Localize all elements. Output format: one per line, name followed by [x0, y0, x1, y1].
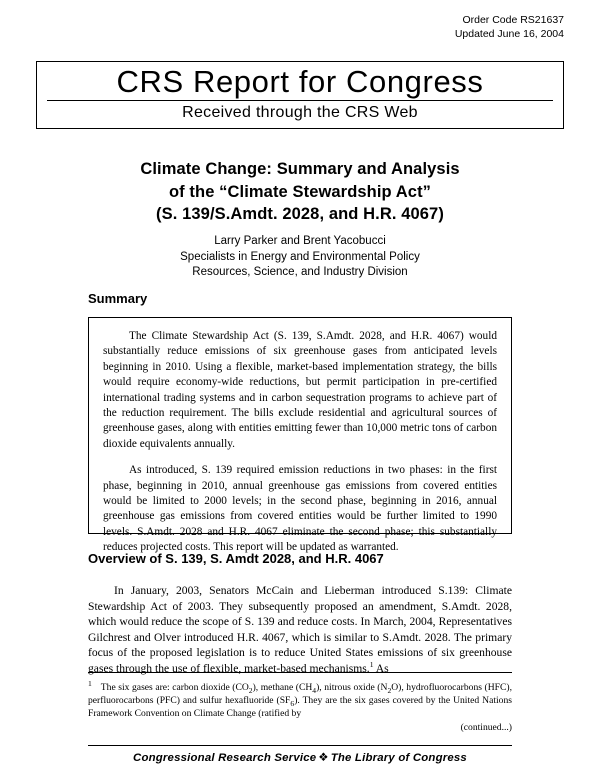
page-footer	[88, 750, 512, 766]
footnote-reference-marker[interactable]: 1	[369, 660, 374, 670]
crs-banner	[36, 61, 564, 129]
footnote-text-b: ), methane (CH	[252, 682, 313, 693]
author-names: Larry Parker and Brent Yacobucci	[214, 235, 386, 247]
author-division: Resources, Science, and Industry Division	[192, 266, 408, 278]
overview-text-part-1: In January, 2003, Senators McCain and Lieberman introduced S.139: Climate Stewardship Act of 2003. They subsequently proposed an amendment, S.Amdt. 2028, which would reduce the scope of S. 139 and reduce costs. In March, 2004, Representatives Gilchrest and Olver introduced H.R. 4067, which is similar to S.Amdt. 2028. The primary focus of the proposed legislation is to reduce United States emissions of six greenhouse gases through the use of flexible, market-based mechanisms.	[88, 584, 512, 675]
crs-banner-title: CRS Report for Congress	[116, 64, 484, 99]
summary-paragraph-1: The Climate Stewardship Act (S. 139, S.Amdt. 2028, and H.R. 4067) would substantially reduce emissions of six greenhouse gases from anticipated levels beginning in 2010. Using a flexible, market-based implementation strategy, the bills would require economy-wide reductions, but permit participation in pre-certified international trading systems and in carbon sequestration programs to achieve part of the reduction requirement. The bills exclude residential and agricultural sources of greenhouse gases, along with entities emitting fewer than 10,000 metric tons of carbon dioxide equivalents annually.	[103, 330, 497, 450]
overview-paragraph	[88, 583, 512, 677]
footnote-text-d: O), hydrofluorocarbons (HFC), perfluorocarbons (PFC) and sulfur hexafluoride (SF	[88, 682, 512, 707]
footnote-text-a: The six gases are: carbon dioxide (CO	[100, 682, 249, 693]
updated-date: Updated June 16, 2004	[454, 27, 564, 40]
diamond-icon: ❖	[318, 752, 329, 764]
author-role: Specialists in Energy and Environmental Policy	[180, 250, 420, 263]
order-code: Order Code RS21637	[462, 14, 564, 26]
footer-library-name: The Library of Congress	[330, 752, 467, 764]
overview-heading: Overview of S. 139, S. Amdt 2028, and H.R. 4067	[88, 551, 384, 566]
title-line-3: (S. 139/S.Amdt. 2028, and H.R. 4067)	[156, 205, 444, 223]
footer-agency-name: Congressional Research Service	[133, 752, 317, 764]
page-title	[60, 158, 540, 226]
summary-heading: Summary	[88, 291, 148, 306]
footnote-separator-rule	[88, 672, 512, 673]
footnote-subscript-co2: 2	[248, 685, 253, 695]
title-line-2: of the “Climate Stewardship Act”	[168, 182, 432, 201]
crs-banner-subtitle: Received through the CRS Web	[182, 104, 418, 121]
order-code-header	[455, 14, 564, 41]
footnote-text	[88, 678, 512, 721]
summary-paragraph-2: As introduced, S. 139 required emission reductions in two phases: in the first phase, beginning in 2010, annual greenhouse gas emissions from covered entities would be limited to 2000 levels; in the second phase, beginning in 2016, annual greenhouse gas emissions from covered entities would be further limited to 1990 levels. S.Amdt. 2028 and H.R. 4067 eliminate the second phase; this substantially reduces projected costs. This report will be updated as warranted.	[103, 464, 497, 554]
footnote-subscript-n2o: 2	[387, 685, 392, 695]
footnote-continued-label: (continued...)	[460, 722, 512, 733]
footnote-text-c: ), nitrous oxide (N	[316, 682, 388, 693]
summary-box	[88, 317, 512, 554]
footnote-subscript-ch4: 4	[312, 685, 317, 695]
footer-divider	[88, 745, 512, 746]
title-line-1: Climate Change: Summary and Analysis	[140, 160, 460, 178]
footnote-number: 1	[88, 678, 92, 688]
footnote-text-e: ). They are the six gases covered by the United Nations Framework Convention on Climate Change (ratified by	[88, 695, 512, 720]
author-block	[60, 234, 540, 281]
overview-text-part-2: As	[373, 661, 389, 675]
footnote-subscript-sf6: 6	[290, 699, 295, 709]
